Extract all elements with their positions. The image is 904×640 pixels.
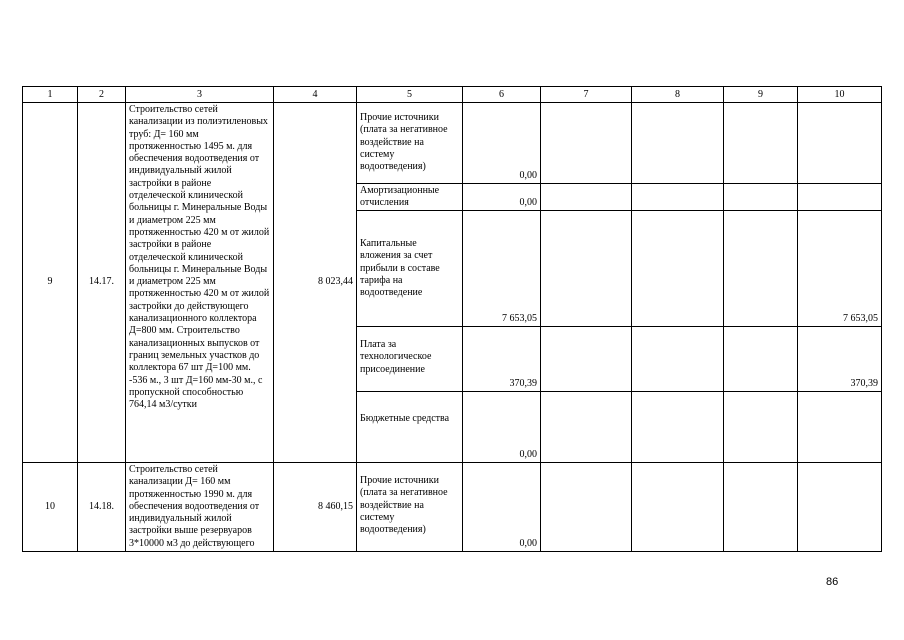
header-cell: 7 (541, 87, 632, 103)
header-cell: 10 (798, 87, 882, 103)
empty-cell (632, 392, 724, 463)
header-row (23, 87, 882, 103)
empty-cell (724, 463, 798, 552)
source-name: Капитальные вложения за счет прибыли в составе тарифа на водоотведение (360, 238, 440, 299)
header-cell: 1 (23, 87, 78, 103)
value-col10 (798, 463, 882, 552)
empty-cell (724, 184, 798, 211)
empty-cell (541, 211, 632, 327)
source-cell (357, 103, 463, 184)
empty-cell (541, 184, 632, 211)
row-description: Строительство сетей канализации из полиэтиленовых труб: Д= 160 мм протяженностью 1495 м. для обеспечения водоотведения от индивидуальный жилой застройки в районе отделеческой клинической больницы г. Минеральные Воды и диаметром 225 мм протяженностью 420 м от жилой застройки в районе отделеческой клинической больницы г. Минеральные Воды и диаметром 225 мм протяженностью 420 м от жилой застройки до действующего канализационного коллектора Д=800 мм. Строительство канализационных выпусков от границ земельных участков до коллектора 67 шт Д=100 мм. -536 м., 3 шт Д=160 мм-30 м., с пропускной способностью 764,14 м3/сутки (126, 103, 274, 463)
page-number: 86 (826, 576, 839, 588)
value-col10: 7 653,05 (798, 211, 882, 327)
empty-cell (541, 463, 632, 552)
source-name: Бюджетные средства (360, 413, 450, 424)
source-cell (357, 211, 463, 327)
value-col6: 0,00 (463, 392, 541, 463)
source-cell (357, 463, 463, 552)
value-col6: 7 653,05 (463, 211, 541, 327)
investment-table (22, 86, 882, 552)
header-cell: 9 (724, 87, 798, 103)
source-name: Амортизационные отчисления (360, 185, 440, 209)
row-code: 14.18. (78, 463, 126, 552)
value-col6: 0,00 (463, 463, 541, 552)
source-name: Прочие источники (плата за негативное воздействие на систему водоотведения) (360, 112, 448, 173)
row-code: 14.17. (78, 103, 126, 463)
source-cell (357, 327, 463, 392)
empty-cell (541, 327, 632, 392)
value-col10: 370,39 (798, 327, 882, 392)
empty-cell (632, 463, 724, 552)
source-cell (357, 184, 463, 211)
header-cell: 6 (463, 87, 541, 103)
empty-cell (632, 184, 724, 211)
row-description: Строительство сетей канализации Д= 160 мм протяженностью 1990 м. для обеспечения водоотведения от индивидуальный жилой застройки выше резервуаров 3*10000 м3 до действующего (126, 463, 274, 552)
header-cell: 3 (126, 87, 274, 103)
empty-cell (724, 211, 798, 327)
empty-cell (632, 211, 724, 327)
value-col10 (798, 184, 882, 211)
header-cell: 2 (78, 87, 126, 103)
row-number: 10 (23, 463, 78, 552)
value-col6: 0,00 (463, 184, 541, 211)
empty-cell (541, 103, 632, 184)
source-name: Прочие источники (плата за негативное воздействие на систему водоотведения) (360, 475, 448, 536)
value-col10 (798, 103, 882, 184)
empty-cell (632, 103, 724, 184)
empty-cell (724, 327, 798, 392)
empty-cell (724, 103, 798, 184)
row-total: 8 460,15 (274, 463, 357, 552)
table-row (23, 463, 882, 552)
header-cell: 5 (357, 87, 463, 103)
empty-cell (724, 392, 798, 463)
source-name: Плата за технологическое присоединение (360, 339, 432, 375)
empty-cell (632, 327, 724, 392)
value-col6: 370,39 (463, 327, 541, 392)
source-cell (357, 392, 463, 463)
empty-cell (541, 392, 632, 463)
header-cell: 8 (632, 87, 724, 103)
value-col6: 0,00 (463, 103, 541, 184)
header-cell: 4 (274, 87, 357, 103)
table-row (23, 103, 882, 184)
row-total: 8 023,44 (274, 103, 357, 463)
row-number: 9 (23, 103, 78, 463)
value-col10 (798, 392, 882, 463)
